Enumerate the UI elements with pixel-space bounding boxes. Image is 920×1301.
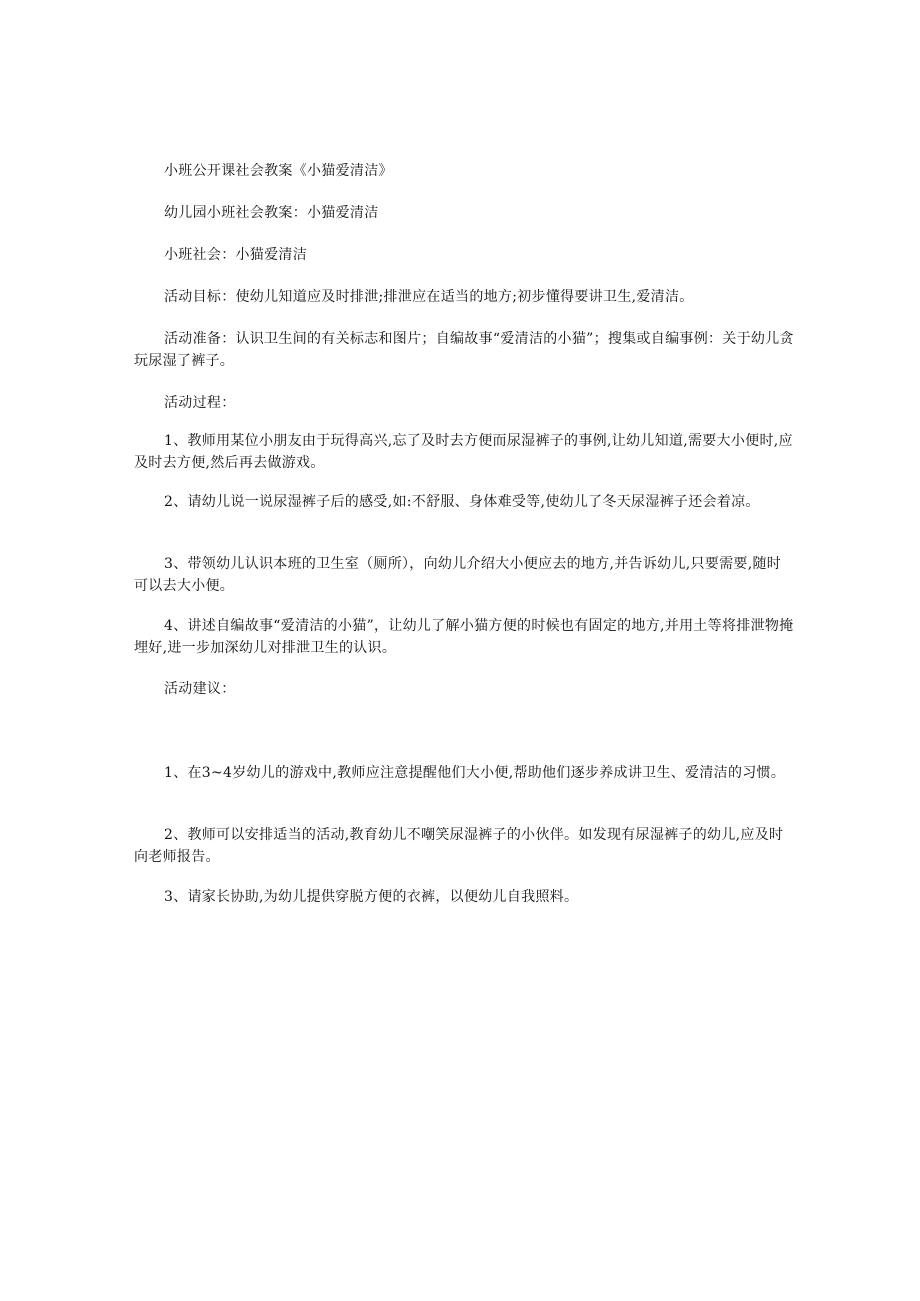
process-heading: 活动过程：: [164, 395, 236, 411]
activity-goals: 活动目标：使幼儿知道应及时排泄;排泄应在适当的地方;初步懂得要讲卫生,爱清洁。: [164, 289, 694, 305]
document-subtitle: 幼儿园小班社会教案：小猫爱清洁: [164, 205, 379, 221]
suggestions-heading: 活动建议：: [164, 681, 236, 697]
document-topic: 小班社会：小猫爱清洁: [164, 247, 307, 263]
document-title: 小班公开课社会教案《小猫爱清洁》: [164, 163, 393, 179]
process-step: 1、教师用某位小朋友由于玩得高兴,忘了及时去方便而尿湿裤子的事例,让幼儿知道,需要大小便时,应及时去方便,然后再去做游戏。: [134, 433, 793, 471]
suggestion-item: 1、在3~4岁幼儿的游戏中,教师应注意提醒他们大小便,帮助他们逐步养成讲卫生、爱清洁的习惯。: [164, 765, 786, 781]
process-step: 2、请幼儿说一说尿湿裤子后的感受,如:不舒服、身体难受等,使幼儿了冬天尿湿裤子还会着凉。: [164, 494, 760, 510]
process-step: 4、讲述自编故事“爱清洁的小猫”，让幼儿了解小猫方便的时候也有固定的地方,并用土等将排泄物掩埋好,进一步加深幼儿对排泄卫生的认识。: [134, 618, 794, 656]
suggestion-item: 2、教师可以安排适当的活动,教育幼儿不嘲笑尿湿裤子的小伙伴。如发现有尿湿裤子的幼儿,应及时向老师报告。: [134, 827, 784, 865]
activity-preparation: 活动准备：认识卫生间的有关标志和图片；自编故事“爱清洁的小猫”；搜集或自编事例：关于幼儿贪玩尿湿了裤子。: [134, 331, 794, 369]
suggestion-item: 3、请家长协助,为幼儿提供穿脱方便的衣裤，以便幼儿自我照料。: [164, 889, 579, 905]
process-step: 3、带领幼儿认识本班的卫生室（厕所），向幼儿介绍大小便应去的地方,并告诉幼儿,只要需要,随时可以去大小便。: [134, 556, 782, 594]
